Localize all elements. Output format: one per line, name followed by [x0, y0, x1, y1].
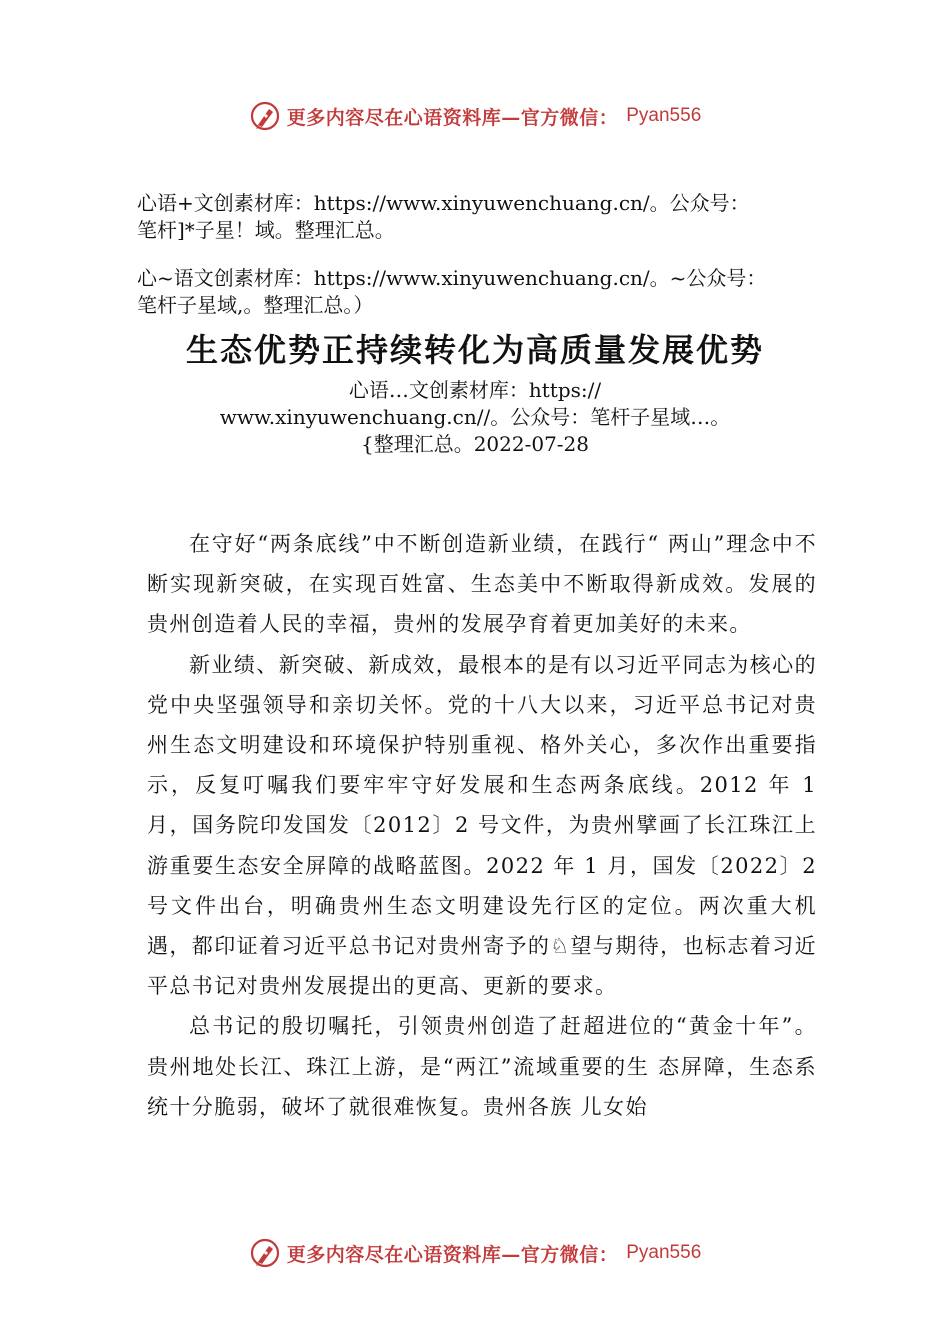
pen-nib-logo-icon	[249, 100, 281, 132]
pen-nib-logo-icon	[249, 1237, 281, 1269]
source-line-1: 心语…文创素材库：https://	[348, 378, 602, 402]
paragraph-3: 总书记的殷切嘱托，引领贵州创造了赶超进位的“黄金十年”。贵州地处长江、珠江上游，是“两江”流域重要的生 态屏障，生态系统十分脆弱，破坏了就很难恢复。贵州各族 儿女始	[147, 1014, 817, 1119]
header-banner-content	[249, 100, 702, 132]
source-line-3: {整理汇总。2022-07-28	[360, 432, 590, 456]
source-line-2: www.xinyuwenchuang.cn//。公众号：笔杆子星域…。	[219, 405, 731, 429]
article-title: 生态优势正持续转化为高质量发展优势	[185, 331, 764, 369]
source-notice-1: 心语+文创素材库：https://www.xinyuwenchuang.cn/。公众号： 笔杆]*子星！域。整理汇总。	[137, 191, 750, 242]
source-notice-2: 心~语文创素材库：https://www.xinyuwenchuang.cn/。~公众号： 笔杆子星域,。整理汇总。）	[137, 266, 767, 317]
footer-banner-content	[249, 1237, 702, 1269]
paragraph-1: 在守好“两条底线”中不断创造新业绩，在践行“ 两山”理念中不断实现新突破，在实现百姓富、生态美中不断取得新成效。发展的贵州创造着人民的幸福，贵州的发展孕育着更加美好的未来。	[147, 532, 817, 637]
footer-banner-text: 更多内容尽在心语资料库—官方微信：	[286, 1243, 619, 1266]
footer-banner	[0, 1233, 950, 1273]
paragraph-2: 新业绩、新突破、新成效，最根本的是有以习近平同志为核心的党中央坚强领导和亲切关怀。党的十八大以来，习近平总书记对贵州生态文明建设和环境保护特别重视、格外关心，多次作出重要指示，反复叮嘱我们要牢牢守好发展和生态两条底线。2012 年 1 月，国务院印发国发〔2012〕2 号文件，为贵州擘画了长江珠江上游重要生态安全屏障的战略蓝图。2022 年 1 月，国发〔2022〕2 号文件出台，明确贵州生态文明建设先行区的定位。两次重大机遇，都印证着习近平总书记对贵州寄予的♘望与期待，也标志着习近平总书记对贵州发展提出的更高、更新的要求。	[147, 652, 817, 999]
header-banner-contact: Pyan556	[626, 105, 702, 126]
article-source	[0, 377, 950, 458]
header-banner	[0, 96, 950, 136]
footer-banner-contact: Pyan556	[626, 1242, 702, 1263]
article-body	[147, 524, 817, 1127]
header-banner-text: 更多内容尽在心语资料库—官方微信：	[286, 106, 619, 129]
